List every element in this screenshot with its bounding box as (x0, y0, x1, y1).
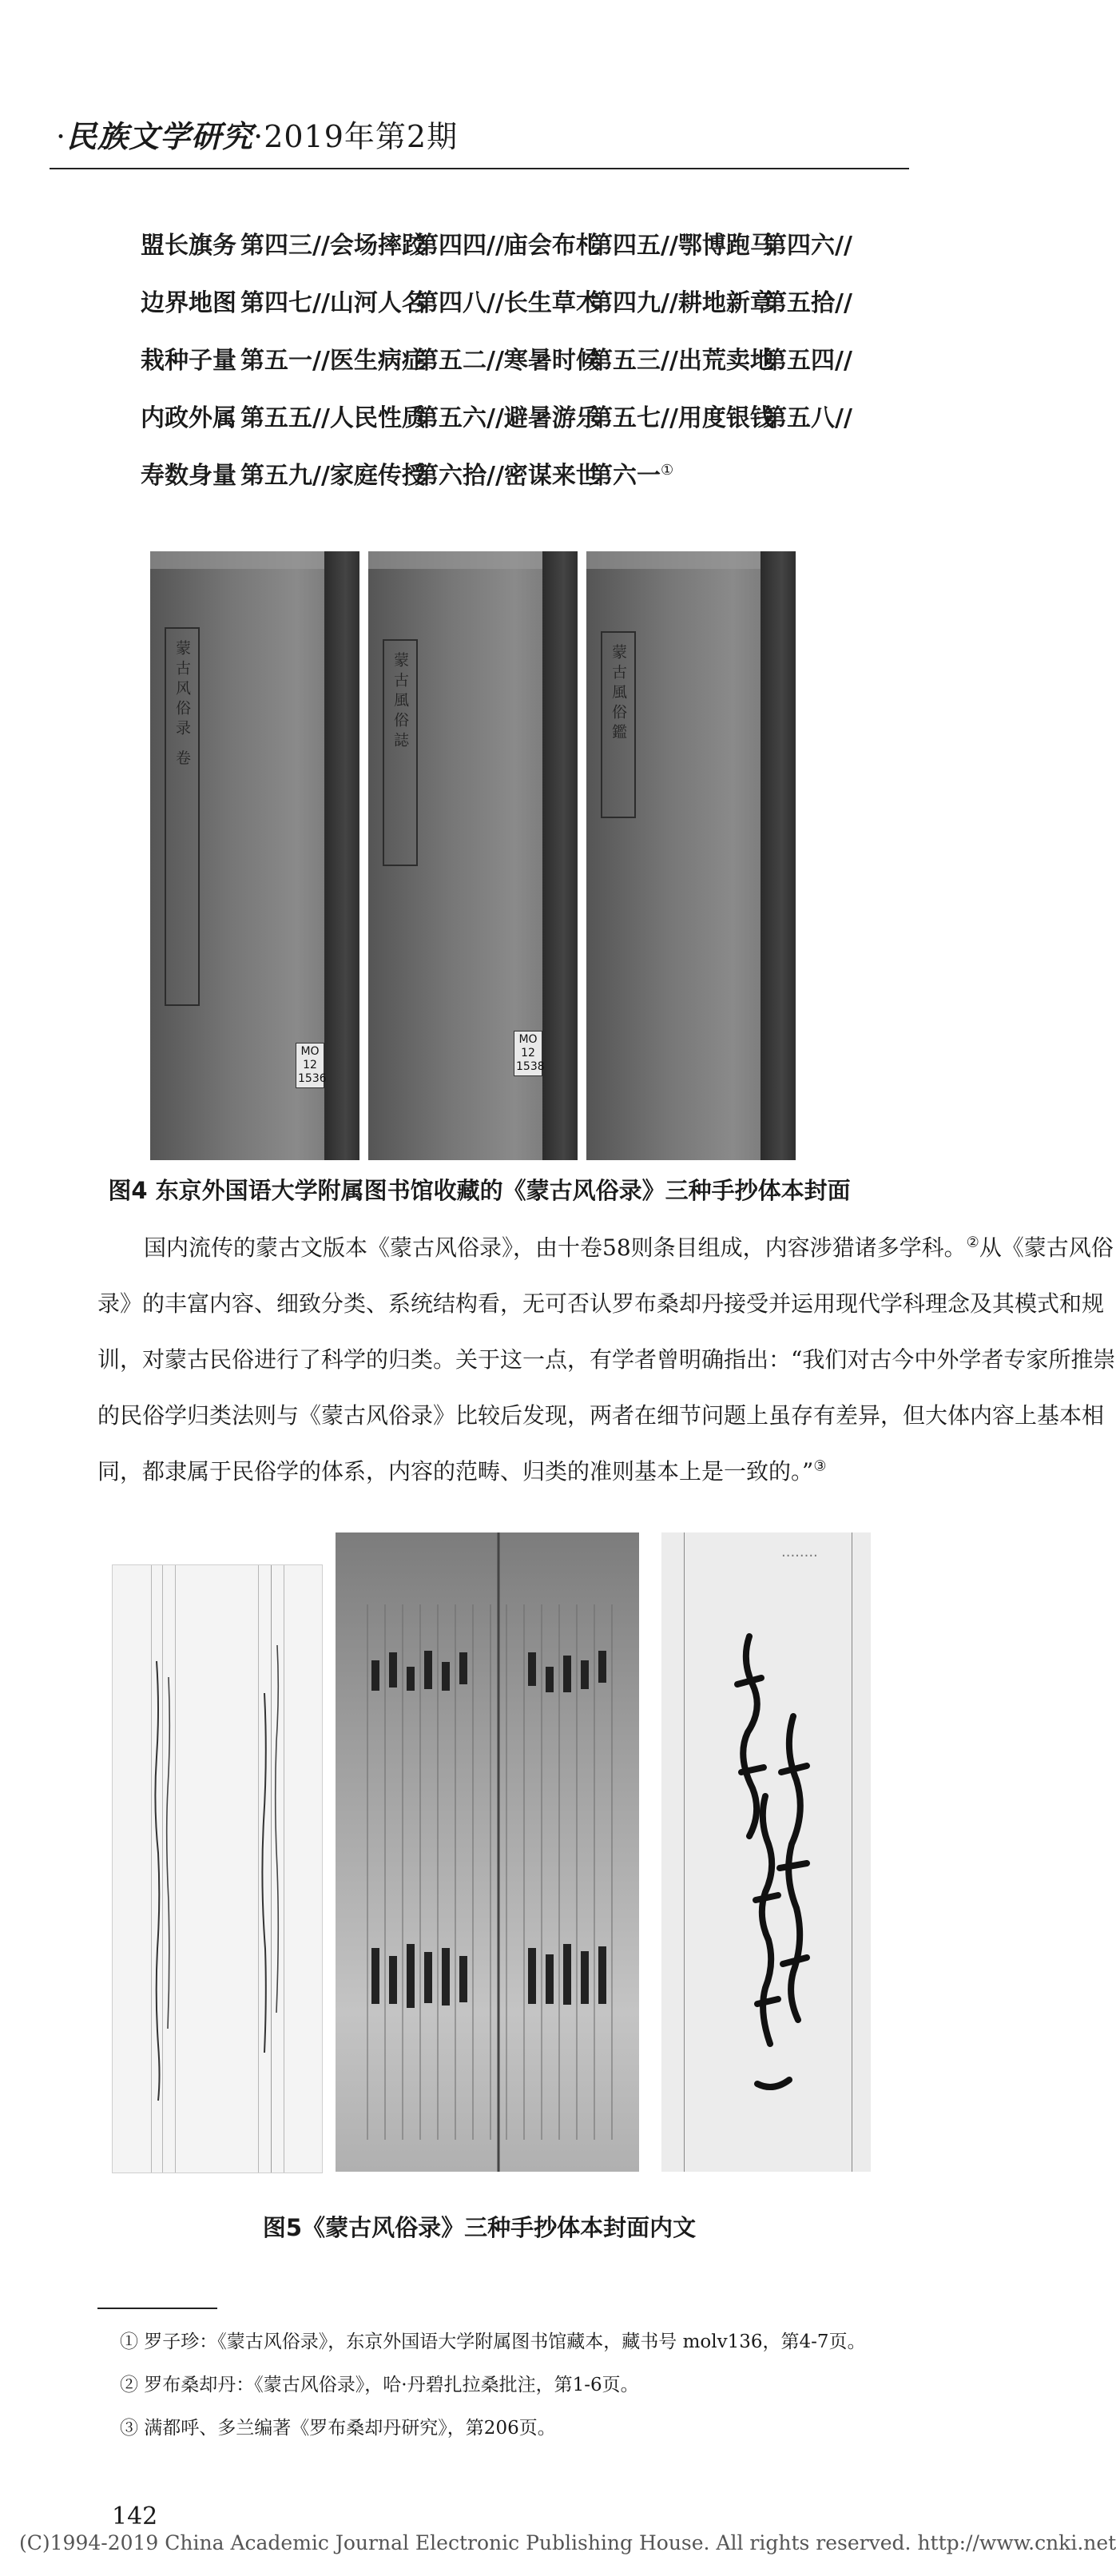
catalogue-cell: 第五三//出荒卖地 (589, 347, 774, 375)
header-rule (50, 168, 909, 169)
paragraph-line: 录》的丰富内容、细致分类、系统结构看，无可否认罗布桑却丹接受并运用现代学科理念及其模式和规 (97, 1290, 1105, 1317)
catalogue-cell: 第五五//人民性质 (240, 404, 426, 432)
figure4-cover-2 (368, 551, 578, 1160)
mongolian-calligraphy (661, 1532, 871, 2172)
catalogue-cell: 第五九//家庭传授 (240, 462, 426, 490)
catalogue-row (141, 398, 875, 433)
catalogue-cell: 边界地图 (141, 289, 236, 317)
footnote-mark: ② (966, 1234, 979, 1251)
figure5-page-3 (661, 1532, 871, 2172)
footnote-mark: ① (661, 462, 674, 479)
catalogue-row (141, 340, 875, 376)
catalogue-cell: 第五二//寒暑时候 (415, 347, 600, 375)
catalogue-cell: 第四五//鄂博跑马 (589, 232, 774, 260)
figure4-cover-3 (586, 551, 796, 1160)
paragraph-line: 的民俗学归类法则与《蒙古风俗录》比较后发现，两者在细节问题上虽存有差异，但大体内容上基本相 (97, 1402, 1105, 1429)
catalogue-cell: 栽种子量 (141, 347, 236, 375)
paragraph-line: 训，对蒙古民俗进行了科学的归类。关于这一点，有学者曾明确指出：“我们对古今中外学者专家所推崇 (97, 1346, 1116, 1373)
catalogue-cell: 第四六// (763, 232, 852, 260)
figure4-caption: 图4 东京外国语大学附属图书馆收藏的《蒙古风俗录》三种手抄体本封面 (108, 1177, 851, 1204)
figure4-cover-1 (150, 551, 359, 1160)
catalogue-cell: 第五八// (763, 404, 852, 432)
footnote-rule (97, 2308, 217, 2309)
catalogue-cell: 第四七//山河人名 (240, 289, 426, 317)
page-number: 142 (112, 2502, 158, 2530)
footnote: ① 罗子珍：《蒙古风俗录》，东京外国语大学附属图书馆藏本，藏书号 molv136，第4-7页。 (120, 2332, 866, 2352)
ruled-page-lines (336, 1532, 639, 2172)
catalogue-cell: 寿数身量 (141, 462, 236, 490)
copyright-notice: (C)1994-2019 China Academic Journal Electronic Publishing House. All rights reserved. http://www.cnki.net (19, 2531, 1116, 2554)
footnote: ③ 满都呼、多兰编著《罗布桑却丹研究》，第206页。 (120, 2418, 556, 2439)
figure5-page-1 (112, 1564, 323, 2173)
cover-title: 蒙古风俗录 卷 (173, 640, 191, 770)
catalogue-cell: 第五七//用度银钱 (589, 404, 774, 432)
figure5-caption: 图5《蒙古风俗录》三种手抄体本封面内文 (262, 2214, 697, 2241)
paragraph-line: 国内流传的蒙古文版本《蒙古风俗录》，由十卷58则条目组成，内容涉猎诸多学科。②从《蒙古风俗 (144, 1234, 1114, 1261)
catalogue-cell: 第五拾// (763, 289, 852, 317)
journal-title: 民族文学研究 (66, 118, 254, 154)
footnote-mark: ③ (813, 1457, 827, 1475)
catalogue-cell: 盟长旗务 (141, 232, 236, 260)
catalogue-cell: 第五一//医生病症 (240, 347, 426, 375)
mongolian-script-lines (113, 1565, 322, 2173)
catalogue-cell: 内政外属 (141, 404, 236, 432)
call-number-tag: MO 12 1536 (296, 1043, 324, 1088)
catalogue-row (141, 455, 763, 491)
catalogue-cell: 第五六//避暑游乐 (415, 404, 600, 432)
catalogue-row (141, 283, 875, 318)
header-dot: · (56, 119, 67, 154)
call-number-tag: MO 12 1538 (514, 1031, 542, 1076)
cover-title: 蒙古風俗誌 (391, 652, 409, 752)
figure5-page-2 (336, 1532, 639, 2172)
catalogue-cell: 第四三//会场摔跤 (240, 232, 426, 260)
catalogue-cell: 第四九//耕地新章 (589, 289, 774, 317)
catalogue-cell: 第五四// (763, 347, 852, 375)
catalogue-cell: 第六拾//密谋来世 (415, 462, 600, 490)
catalogue-cell: 第四八//长生草木 (415, 289, 600, 317)
svg-text:........: ........ (781, 1544, 818, 1560)
issue-label: ·2019年第2期 (253, 119, 459, 154)
running-header (56, 112, 458, 156)
catalogue-cell: 第四四//庙会布札 (415, 232, 600, 260)
catalogue-cell: 第六一① (589, 462, 674, 490)
cover-title: 蒙古風俗鑑 (610, 644, 627, 744)
footnote: ② 罗布桑却丹：《蒙古风俗录》，哈·丹碧扎拉桑批注，第1-6页。 (120, 2375, 639, 2395)
paragraph-line: 同，都隶属于民俗学的体系，内容的范畴、归类的准则基本上是一致的。”③ (97, 1457, 827, 1485)
catalogue-row (141, 225, 875, 260)
